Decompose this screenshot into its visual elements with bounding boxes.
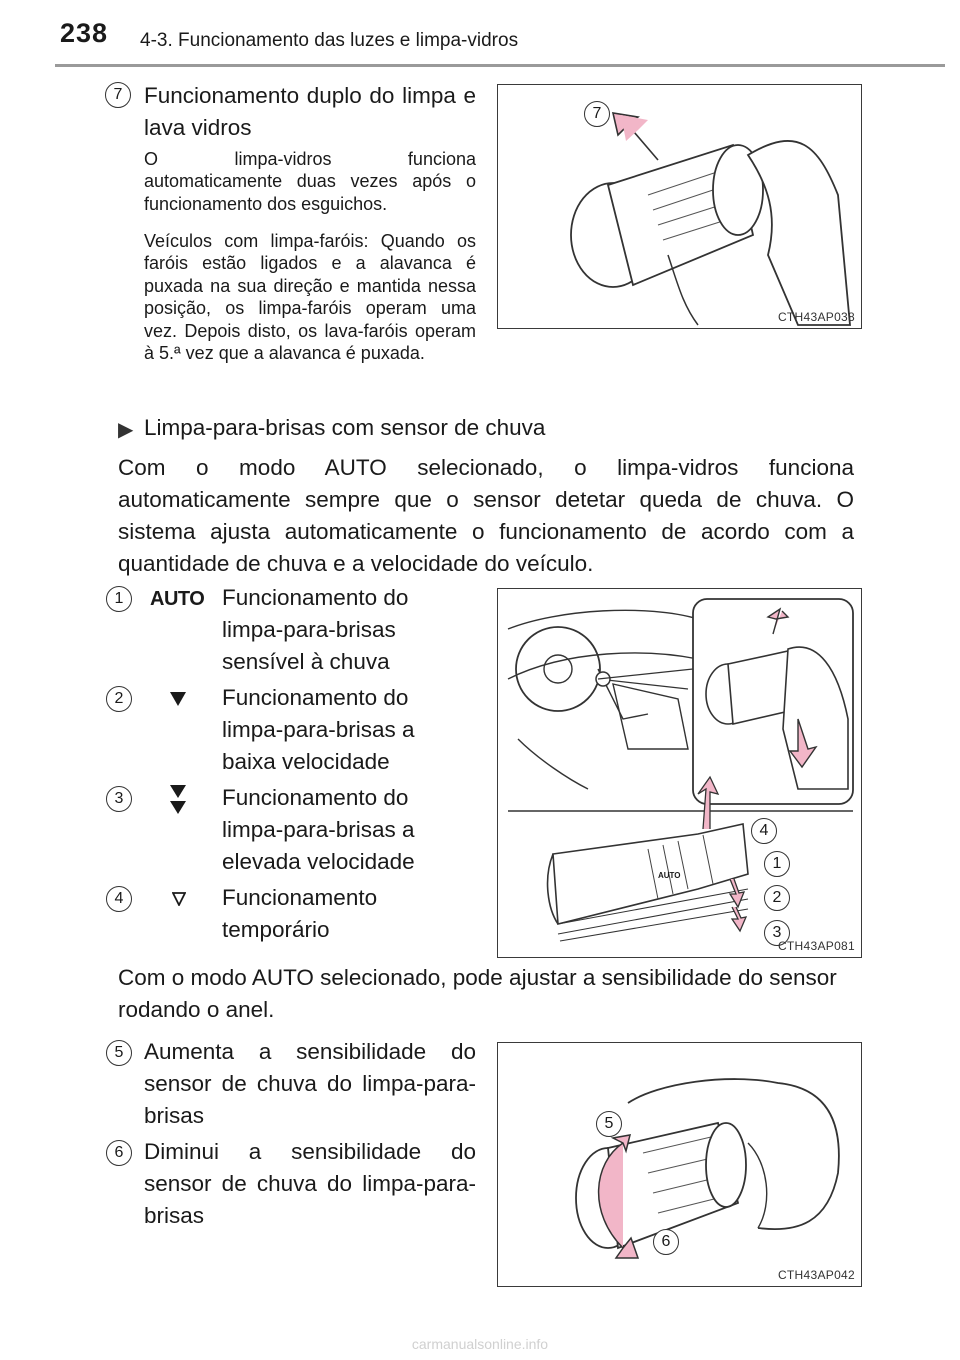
item-5-number: 5 — [106, 1040, 132, 1066]
figure-code: CTH43AP042 — [777, 1268, 855, 1282]
callout-4: 4 — [751, 818, 777, 844]
item-6-text: Diminui a sensibilidade do sensor de chuva do limpa-para-brisas — [144, 1139, 476, 1228]
item-7-description-1: O limpa-vidros funciona automaticamente duas vezes após o funcionamento dos esguichos. — [144, 149, 476, 214]
item-1-number: 1 — [106, 586, 132, 612]
figure-rain-sensor — [497, 588, 862, 958]
section-title: 4-3. Funcionamento das luzes e limpa-vidros — [140, 30, 519, 51]
page-number: 238 — [60, 18, 109, 48]
callout-6: 6 — [653, 1229, 679, 1255]
item-5-text: Aumenta a sensibilidade do sensor de chuva do limpa-para-brisas — [144, 1039, 476, 1128]
auto-symbol: AUTO — [150, 588, 205, 610]
header-rule — [55, 64, 945, 67]
rain-sensor-heading: Limpa-para-brisas com sensor de chuva — [144, 415, 546, 440]
callout-3: 3 — [764, 920, 790, 946]
outline-down-triangle-icon — [172, 892, 186, 911]
dashboard-lever-illustration — [498, 589, 860, 956]
item-7-number: 7 — [105, 82, 131, 108]
rain-sensor-intro: Com o modo AUTO selecionado, o limpa-vidros funciona automaticamente sempre que o sensor detetar queda de chuva. O sistema ajusta automaticamente o funcionamento de acordo com a quantidade de chuva e a velocidade do veículo. — [118, 455, 854, 576]
sensitivity-note: Com o modo AUTO selecionado, pode ajustar a sensibilidade do sensor rodando o anel. — [118, 965, 837, 1022]
item-1-text: Funcionamento do limpa-para-brisas sensível à chuva — [222, 585, 409, 674]
item-7-description-2: Veículos com limpa-faróis: Quando os faróis estão ligados e a alavanca é puxada na sua direção e mantida nessa posição, os limpa-faróis operam uma vez. Depois disto, os lava-faróis operam à 5.ª vez que a alavanca é puxada. — [144, 231, 476, 364]
figure-code: CTH43AP081 — [777, 939, 855, 953]
callout-7: 7 — [584, 101, 610, 127]
callout-2: 2 — [764, 885, 790, 911]
callout-1: 1 — [764, 851, 790, 877]
item-4-text: Funcionamento temporário — [222, 885, 378, 942]
item-2-number: 2 — [106, 686, 132, 712]
item-6-number: 6 — [106, 1140, 132, 1166]
single-down-triangle-icon — [170, 692, 186, 711]
figure-sensitivity-ring — [497, 1042, 862, 1287]
item-2-text: Funcionamento do limpa-para-brisas a baixa velocidade — [222, 685, 415, 774]
item-7-title: Funcionamento duplo do limpa e lava vidros — [144, 83, 476, 140]
callout-5: 5 — [596, 1111, 622, 1137]
item-3-number: 3 — [106, 786, 132, 812]
double-down-triangle-icon — [170, 785, 186, 820]
lever-auto-label: AUTO — [658, 871, 681, 880]
figure-code: CTH43AP038 — [777, 310, 855, 324]
item-4-number: 4 — [106, 886, 132, 912]
item-3-text: Funcionamento do limpa-para-brisas a elevada velocidade — [222, 785, 415, 874]
lever-pull-illustration — [498, 85, 860, 327]
ring-rotation-illustration — [498, 1043, 860, 1285]
figure-double-wash — [497, 84, 862, 329]
right-triangle-icon: ▶ — [118, 419, 134, 441]
watermark: carmanualsonline.info — [411, 1336, 549, 1352]
